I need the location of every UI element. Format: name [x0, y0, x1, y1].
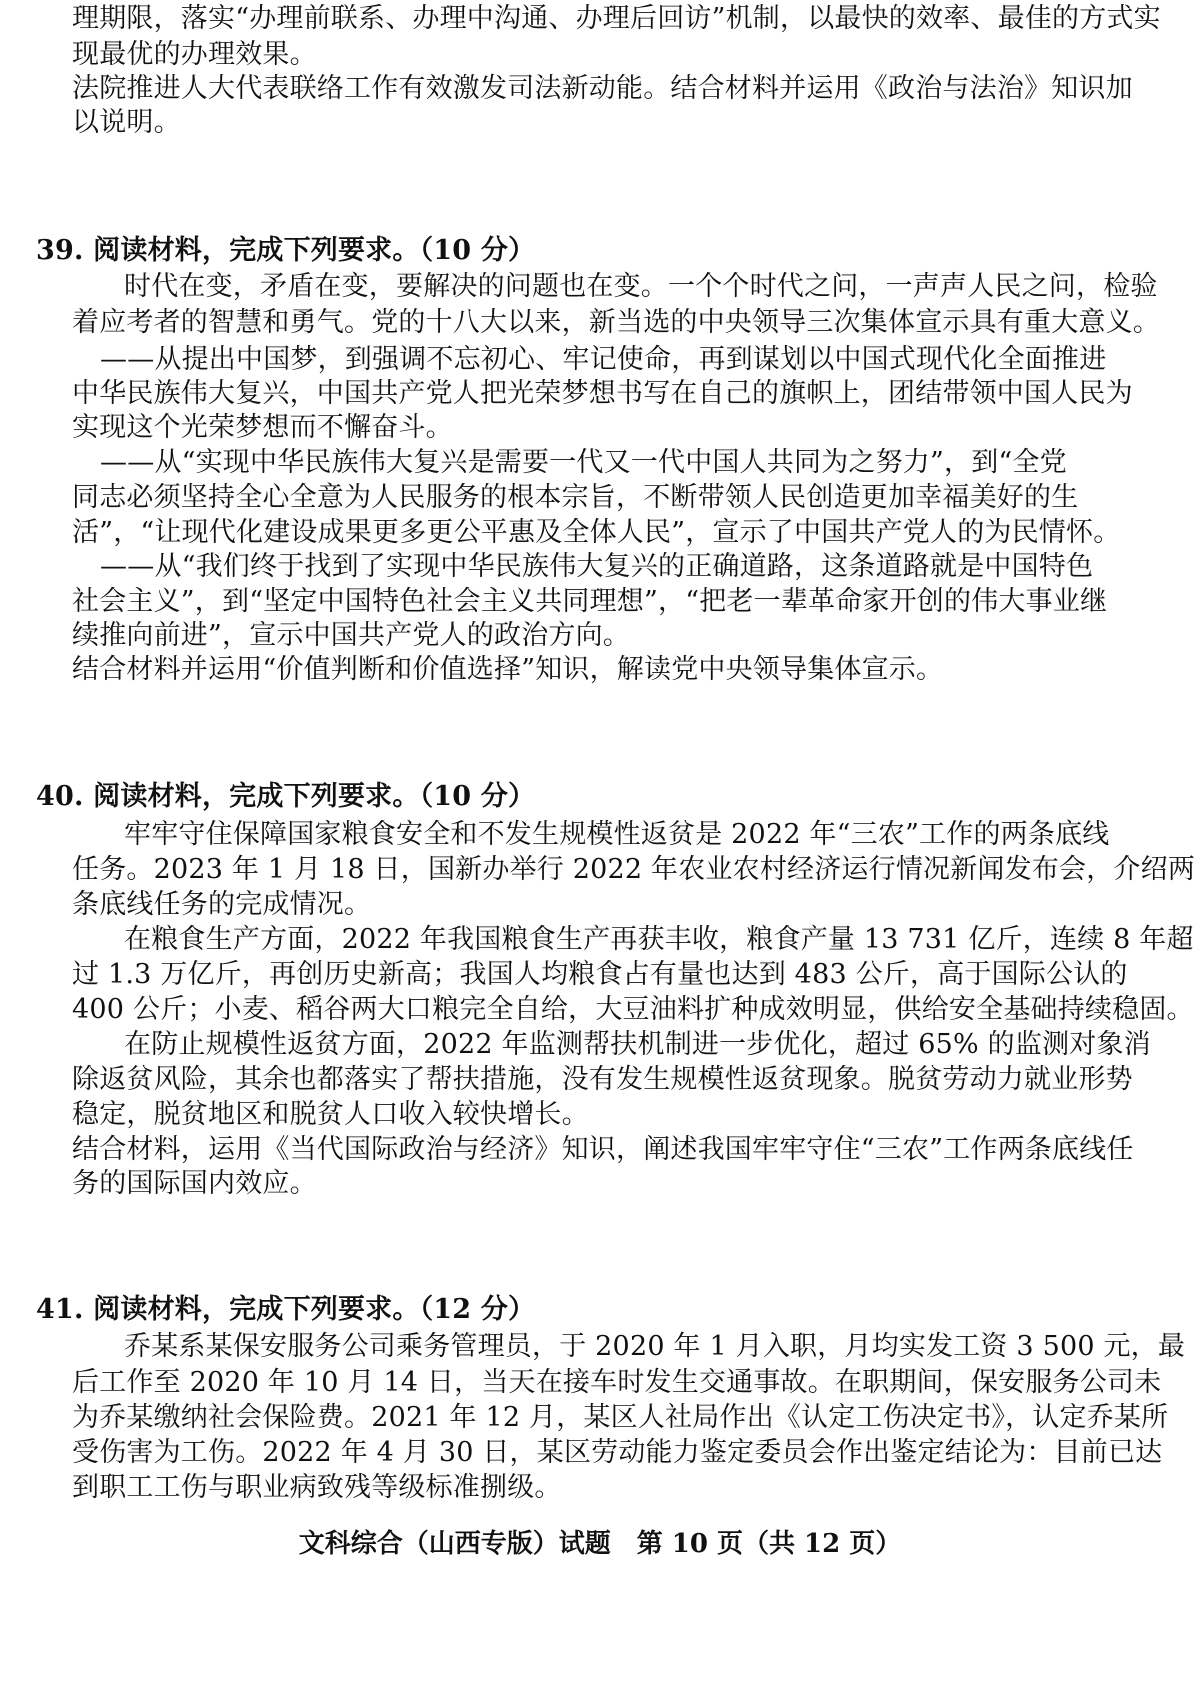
body-line: ——从“实现中华民族伟大复兴是需要一代又一代中国人共同为之努力”，到“全党 [100, 447, 1067, 478]
body-line: 为乔某缴纳社会保险费。2021 年 12 月，某区人社局作出《认定工伤决定书》，认定乔某所 [72, 1402, 1169, 1433]
body-line: 受伤害为工伤。2022 年 4 月 30 日，某区劳动能力鉴定委员会作出鉴定结论为：目前已达 [72, 1437, 1163, 1468]
body-line: 同志必须坚持全心全意为人民服务的根本宗旨，不断带领人民创造更加幸福美好的生 [72, 482, 1079, 513]
question-task: 结合材料，运用《当代国际政治与经济》知识，阐述我国牢牢守住“三农”工作两条底线任 [72, 1134, 1134, 1165]
body-line: 在防止规模性返贫方面，2022 年监测帮扶机制进一步优化，超过 65% 的监测对象消 [124, 1029, 1151, 1060]
page-footer: 文科综合（山西专版）试题 第 10 页（共 12 页） [298, 1529, 902, 1559]
question-task: 务的国际国内效应。 [72, 1168, 317, 1199]
body-line: 中华民族伟大复兴，中国共产党人把光荣梦想书写在自己的旗帜上，团结带领中国人民为 [72, 378, 1133, 409]
body-line: 续推向前进”，宣示中国共产党人的政治方向。 [72, 620, 631, 651]
body-line: 400 公斤；小麦、稻谷两大口粮完全自给，大豆油料扩种成效明显，供给安全基础持续稳固。 [72, 994, 1194, 1025]
question-40-heading: 40. 阅读材料，完成下列要求。（10 分） [36, 781, 536, 812]
body-line: 社会主义”，到“坚定中国特色社会主义共同理想”，“把老一辈革命家开创的伟大事业继 [72, 586, 1108, 617]
body-line: 牢牢守住保障国家粮食安全和不发生规模性返贫是 2022 年“三农”工作的两条底线 [124, 819, 1110, 850]
body-line: 实现这个光荣梦想而不懈奋斗。 [72, 412, 453, 443]
question-task: 以说明。 [72, 107, 181, 138]
question-task: 法院推进人大代表联络工作有效激发司法新动能。结合材料并运用《政治与法治》知识加 [72, 73, 1133, 104]
body-line: 现最优的办理效果。 [72, 39, 317, 70]
question-39-heading: 39. 阅读材料，完成下列要求。（10 分） [36, 235, 536, 266]
question-task: 结合材料并运用“价值判断和价值选择”知识，解读党中央领导集体宣示。 [72, 654, 944, 685]
body-line: 乔某系某保安服务公司乘务管理员，于 2020 年 1 月入职，月均实发工资 3 500 元，最 [124, 1331, 1186, 1362]
question-41-heading: 41. 阅读材料，完成下列要求。（12 分） [36, 1294, 536, 1325]
body-line: ——从“我们终于找到了实现中华民族伟大复兴的正确道路，这条道路就是中国特色 [100, 551, 1094, 582]
body-line: 后工作至 2020 年 10 月 14 日，当天在接车时发生交通事故。在职期间，保安服务公司未 [72, 1367, 1162, 1398]
body-line: 除返贫风险，其余也都落实了帮扶措施，没有发生规模性返贫现象。脱贫劳动力就业形势 [72, 1064, 1133, 1095]
body-line: 条底线任务的完成情况。 [72, 889, 372, 920]
body-line: 到职工工伤与职业病致残等级标准捌级。 [72, 1472, 562, 1503]
body-line: 理期限，落实“办理前联系、办理中沟通、办理后回访”机制，以最快的效率、最佳的方式实 [72, 3, 1161, 34]
body-line: 活”，“让现代化建设成果更多更公平惠及全体人民”，宣示了中国共产党人的为民情怀。 [72, 517, 1121, 548]
body-line: 过 1.3 万亿斤，再创历史新高；我国人均粮食占有量也达到 483 公斤，高于国际公认的 [72, 959, 1128, 990]
body-line: 稳定，脱贫地区和脱贫人口收入较快增长。 [72, 1099, 589, 1130]
body-line: 着应考者的智慧和勇气。党的十八大以来，新当选的中央领导三次集体宣示具有重大意义。 [72, 307, 1160, 338]
body-line: ——从提出中国梦，到强调不忘初心、牢记使命，再到谋划以中国式现代化全面推进 [100, 344, 1107, 375]
body-line: 时代在变，矛盾在变，要解决的问题也在变。一个个时代之问，一声声人民之问，检验 [124, 271, 1158, 302]
body-line: 在粮食生产方面，2022 年我国粮食生产再获丰收，粮食产量 13 731 亿斤，连续 8 年超 [124, 924, 1194, 955]
body-line: 任务。2023 年 1 月 18 日，国新办举行 2022 年农业农村经济运行情况新闻发布会，介绍两 [72, 854, 1196, 885]
